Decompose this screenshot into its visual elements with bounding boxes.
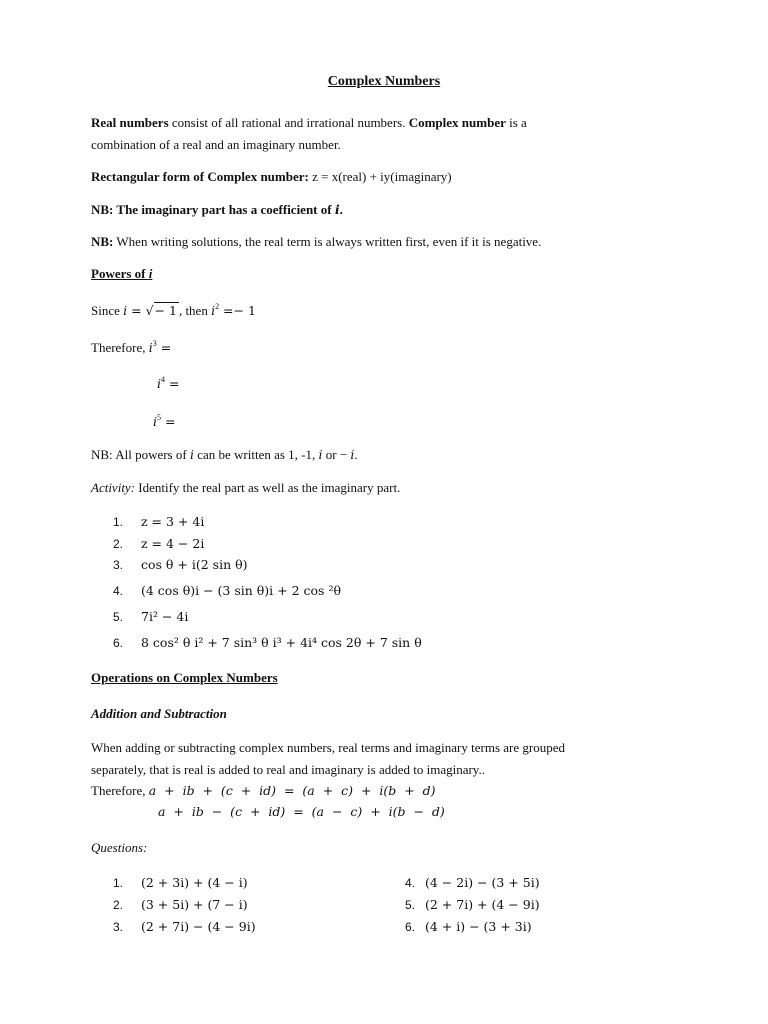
addition-formula [91,783,436,799]
list-item-expression: (4 cos θ)i − (3 sin θ)i + 2 cos ²θ [141,583,341,598]
addition-line-2: separately, that is real is added to real and imaginary is added to imaginary.. [91,762,485,777]
list-item [405,897,540,913]
list-item [113,514,204,530]
list-item-number: 6. [405,920,416,934]
nb3-var3: i [350,447,355,462]
i4-line [157,376,179,392]
i5-line [153,414,175,430]
list-item-expression: 7i² − 4i [141,609,189,624]
i5-var: i [153,414,157,429]
list-item-number: 3. [113,920,124,934]
list-item [113,536,204,552]
nb3-end: . [354,447,358,462]
i5-exp: 5 [157,413,161,422]
nb-coefficient [91,202,343,218]
nb2-label: NB: [91,234,114,249]
list-item [113,875,248,891]
list-item-expression: (3 + 5i) + (7 − i) [141,897,248,912]
i4-var: i [157,376,161,391]
since-eq: = [127,303,146,318]
i3-var: i [148,340,153,355]
list-item-number: 4. [405,876,416,890]
list-item-number: 2. [113,537,124,551]
term-real-numbers: Real numbers [91,115,169,130]
operations-heading: Operations on Complex Numbers [91,670,278,685]
list-item-expression: (4 + i) − (3 + 3i) [425,919,532,934]
list-item-number: 2. [113,898,124,912]
list-item [405,875,540,891]
list-item-expression: (4 − 2i) − (3 + 5i) [425,875,540,890]
therefore-label: Therefore, [91,783,149,798]
formula-subtraction: a + ib − (c + id) = (a − c) + i(b − d) [158,804,445,819]
intro-text-1: consist of all rational and irrational numbers. [168,115,409,130]
sqrt-radicand: − 1 [154,303,177,318]
list-item [113,557,248,573]
activity-text: Identify the real part as well as the imaginary part. [135,480,401,495]
nb3-var2: i [318,447,323,462]
rect-form-text: z = x(real) + iy(imaginary) [308,169,452,184]
i4-eq: = [165,376,180,391]
list-item-number: 4. [113,584,124,598]
nb3-text1: NB: All powers of [91,447,190,462]
since-text: Since [91,303,124,318]
since-then: , then [178,303,212,318]
list-item-expression: (2 + 3i) + (4 − i) [141,875,248,890]
list-item-expression: cos θ + i(2 sin θ) [141,557,248,572]
nb1-var: i [334,202,340,217]
activity-line [91,480,400,496]
therefore-text: Therefore, [91,340,149,355]
list-item-number: 5. [405,898,416,912]
i5-eq: = [161,414,176,429]
addition-line-1: When adding or subtracting complex numbers, real terms and imaginary terms are grouped [91,740,565,755]
nb2-text: When writing solutions, the real term is always written first, even if it is negative. [113,234,542,249]
term-complex-number: Complex number [408,115,506,130]
list-item-expression: (2 + 7i) + (4 − 9i) [425,897,540,912]
nb3-text3: or − [322,447,351,462]
list-item-expression: z = 3 + 4i [141,514,205,529]
nb-powers [91,447,358,463]
formula-addition: a + ib + (c + id) = (a + c) + i(b + d) [148,783,436,798]
intro-line-1 [91,115,527,131]
nb-real-first [91,234,541,250]
list-item-number: 1. [113,876,124,890]
list-item-expression: z = 4 − 2i [141,536,205,551]
i4-exp: 4 [161,375,165,384]
list-item-number: 1. [113,515,124,529]
addition-subheading: Addition and Subtraction [91,706,227,721]
nb1-text: NB: The imaginary part has a coefficient of [91,202,335,217]
list-item [113,609,188,625]
powers-heading-text: Powers of [91,266,149,281]
intro-text-2: is a [505,115,527,130]
list-item [113,897,248,913]
list-item [113,919,256,935]
list-item [113,635,422,651]
then-exp: 2 [215,302,220,311]
then-var: i [211,303,216,318]
page-title: Complex Numbers [327,74,441,89]
powers-heading-var: i [148,266,153,281]
list-item-expression: (2 + 7i) − (4 − 9i) [141,919,256,934]
sqrt-symbol: √ [145,303,154,318]
list-item-expression: 8 cos² θ i² + 7 sin³ θ i³ + 4i⁴ cos 2θ + 7 sin θ [141,635,422,650]
then-eq: =− 1 [219,303,256,318]
questions-label: Questions: [91,840,148,855]
i3-eq: = [156,340,172,355]
i3-exp: 3 [152,339,157,348]
list-item-number: 5. [113,610,124,624]
rect-form-label: Rectangular form of Complex number: [91,169,309,184]
since-line [91,303,256,319]
rectangular-form [91,169,452,185]
nb1-end: . [339,202,343,217]
intro-line-2: combination of a real and an imaginary number. [91,137,341,152]
therefore-i3 [91,340,171,356]
nb3-text2: can be written as 1, -1, [193,447,319,462]
powers-heading [91,266,152,282]
list-item-number: 6. [113,636,124,650]
nb3-var1: i [189,447,194,462]
list-item [113,583,341,599]
list-item [405,919,532,935]
list-item-number: 3. [113,558,124,572]
since-var: i [123,303,128,318]
activity-label: Activity: [91,480,136,495]
